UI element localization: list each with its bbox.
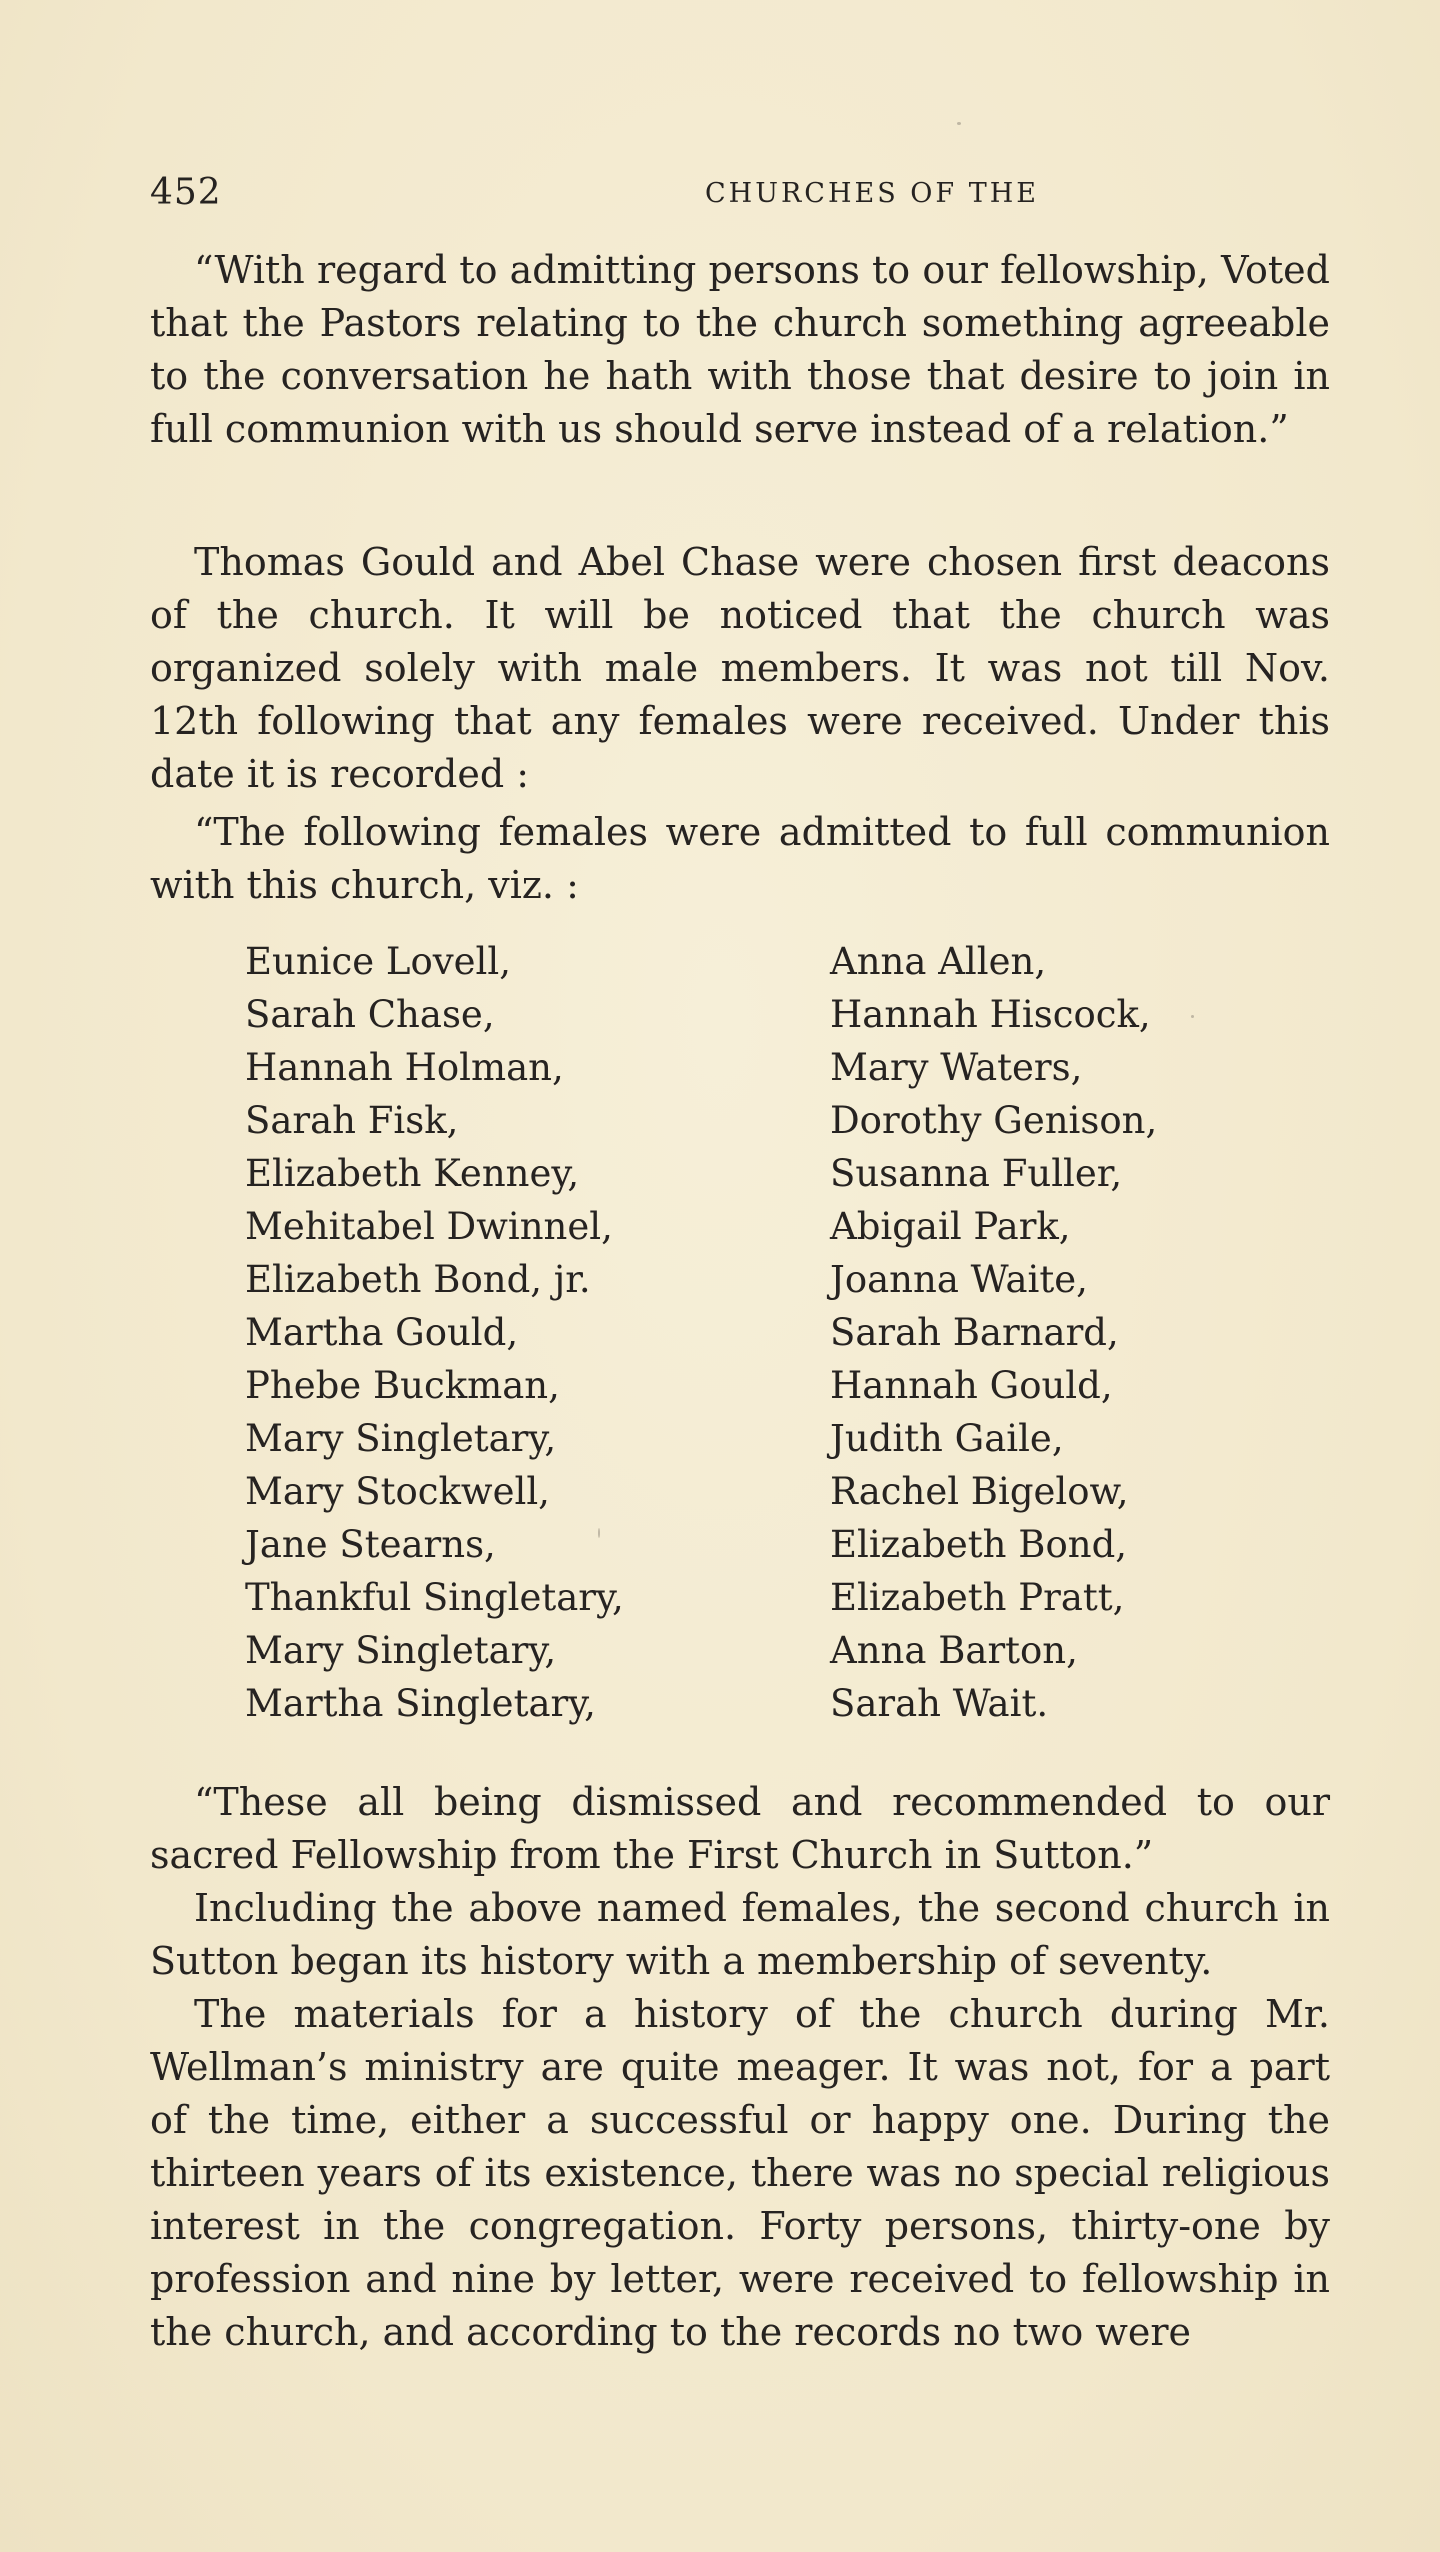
list-item: Hannah Hiscock, [830, 993, 1151, 1036]
list-item: Abigail Park, [830, 1205, 1071, 1248]
list-item: Eunice Lovell, [245, 940, 511, 983]
list-item: Judith Gaile, [830, 1417, 1064, 1460]
list-item: Sarah Wait. [830, 1682, 1049, 1725]
list-item: Martha Singletary, [245, 1682, 596, 1725]
page-header [150, 172, 1330, 222]
list-item: Elizabeth Kenney, [245, 1152, 580, 1195]
list-item: Hannah Gould, [830, 1364, 1113, 1407]
list-item: Jane Stearns, [245, 1523, 496, 1566]
running-head: CHURCHES OF THE [705, 178, 1039, 209]
list-item: Sarah Fisk, [245, 1099, 459, 1142]
page-number: 452 [150, 172, 222, 213]
list-item: Anna Barton, [830, 1629, 1078, 1672]
list-item: Anna Allen, [830, 940, 1047, 983]
list-item: Elizabeth Bond, jr. [245, 1258, 591, 1301]
list-item: Mary Stockwell, [245, 1470, 550, 1513]
list-item: Joanna Waite, [830, 1258, 1088, 1301]
paragraph-females-admitted: “The following females were admitted to full communion with this church, viz. : [150, 810, 1330, 907]
list-item: Dorothy Genison, [830, 1099, 1158, 1142]
list-item: Sarah Chase, [245, 993, 495, 1036]
list-item: Mary Singletary, [245, 1417, 557, 1460]
list-item: Martha Gould, [245, 1311, 519, 1354]
paragraph-first-deacons: Thomas Gould and Abel Chase were chosen first deacons of the church. It will be noticed that the church was organized solely with male members. It was not till Nov. 12th following that any females were received. Under this date it is recorded : [150, 540, 1330, 796]
list-item: Rachel Bigelow, [830, 1470, 1129, 1513]
paper-speck [957, 122, 961, 125]
paragraph-wellman-ministry: The materials for a history of the church during Mr. Wellman’s ministry are quite meager. It was not, for a part of the time, either a successful or happy one. During the thirteen years of its existence, there was no special religious interest in the congregation. Forty persons, thirty-one by profession and nine by letter, were received to fellowship in the church, and according to the records no two were [150, 1992, 1330, 2354]
list-item: Hannah Holman, [245, 1046, 564, 1089]
list-item: Sarah Barnard, [830, 1311, 1119, 1354]
list-item: Elizabeth Bond, [830, 1523, 1128, 1566]
female-members-list [245, 935, 1245, 1745]
list-item: Phebe Buckman, [245, 1364, 560, 1407]
paragraph-membership: Including the above named females, the second church in Sutton began its history with a membership of seventy. [150, 1886, 1330, 1983]
paragraph-dismissed: “These all being dismissed and recommended to our sacred Fellowship from the First Church in Sutton.” [150, 1780, 1330, 1877]
list-item: Mary Singletary, [245, 1629, 557, 1672]
list-item: Mehitabel Dwinnel, [245, 1205, 613, 1248]
list-item: Thankful Singletary, [245, 1576, 624, 1619]
list-item: Susanna Fuller, [830, 1152, 1123, 1195]
names-column-left [245, 935, 624, 1730]
list-item: Mary Waters, [830, 1046, 1083, 1089]
paragraph-fellowship-vote: “With regard to admitting persons to our fellowship, Voted that the Pastors relating to the church something agreeable to the conversation he hath with those that desire to join in full communion with us should serve instead of a relation.” [150, 248, 1330, 451]
names-column-right [830, 935, 1157, 1730]
list-item: Elizabeth Pratt, [830, 1576, 1125, 1619]
